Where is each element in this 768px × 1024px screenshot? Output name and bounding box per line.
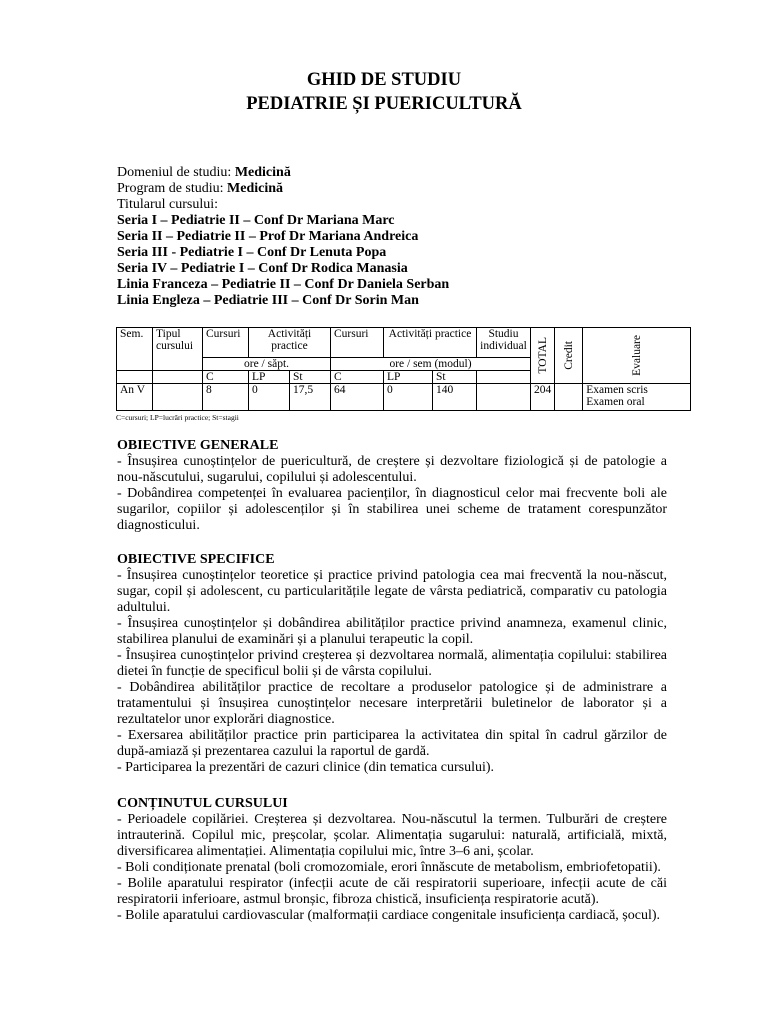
header-total: TOTAL: [536, 337, 549, 374]
cell-lp-2: 0: [384, 384, 433, 411]
section-obiective-generale: [117, 438, 667, 534]
series-line: Seria I – Pediatrie II – Conf Dr Mariana Marc: [117, 213, 395, 228]
cell-tipul: [153, 384, 203, 411]
cell-credit: [555, 384, 583, 411]
section-paragraph: - Dobândirea competenței în evaluarea pacienților, în diagnosticul celor mai frecvente boli ale sugarilor, copiilor și adolescenților și în stabilirea unei scheme de tratament corespunzător diagnosticului.: [117, 486, 667, 533]
section-paragraph: - Exersarea abilităților practice prin participarea la activitatea din spital în cadrul gărzilor de după-amiază și prezentarea cazului la raportul de gardă.: [117, 728, 667, 759]
series-line: Seria IV – Pediatrie I – Conf Dr Rodica Manasia: [117, 261, 408, 276]
header-cursuri-2: Cursuri: [331, 328, 384, 358]
document-subtitle: PEDIATRIE ȘI PUERICULTURĂ: [246, 94, 522, 114]
header-lp-2: LP: [384, 371, 433, 384]
section-paragraph: - Bolile aparatului cardiovascular (malformații cardiace congenitale insuficiența cardiacă, șocul).: [117, 908, 661, 923]
cell-st-2: 140: [433, 384, 477, 411]
domain-value: Medicină: [234, 165, 291, 180]
header-credit: Credit: [562, 341, 575, 370]
section-obiective-specifice: [117, 552, 667, 776]
section-paragraph: - Însușirea cunoștințelor privind creșterea și dezvoltarea normală, alimentația copilului: stabilirea dietei în funcție de specificul bolii și de vârsta copilului.: [117, 648, 667, 679]
cell-c-1: 8: [203, 384, 249, 411]
header-st-2: St: [433, 371, 477, 384]
section-heading: OBIECTIVE GENERALE: [117, 438, 279, 453]
section-heading: CONȚINUTUL CURSULUI: [117, 796, 288, 811]
section-paragraph: - Însușirea cunoștințelor și dobândirea abilităților practice privind anamneza, examenul clinic, stabilirea planului de examinări și a planului terapeutic la copil.: [117, 616, 667, 647]
series-line: Seria III - Pediatrie I – Conf Dr Lenuta Popa: [117, 245, 387, 260]
empty-cell: [477, 371, 531, 384]
header-cursuri-1: Cursuri: [203, 328, 249, 358]
section-paragraph: - Perioadele copilăriei. Creșterea și dezvoltarea. Nou-născutul la termen. Tulburări de creștere intrauterină. Copilul mic, preșcolar, școlar. Alimentația sugarului: naturală, artificială, mixtă, diversificarea alimentației. Alimentația copilului mic, între 3–6 ani, școlar.: [117, 812, 667, 859]
header-tipul: Tipul cursului: [153, 328, 203, 371]
document-title: GHID DE STUDIU: [306, 70, 462, 90]
header-ore-sapt: ore / săpt.: [203, 358, 331, 371]
empty-cell: [117, 371, 153, 384]
program-line: Program de studiu: Medicină: [117, 181, 284, 196]
section-paragraph: - Boli condiționate prenatal (boli cromozomiale, erori înnăscute de metabolism, embriofetopatii).: [117, 860, 661, 875]
series-line: Linia Engleza – Pediatrie III – Conf Dr Sorin Man: [117, 293, 419, 308]
domain-line: Domeniul de studiu: Medicină: [117, 165, 291, 180]
section-paragraph: - Bolile aparatului respirator (infecții acute de căi respiratorii superioare, infecții acute de căi respiratorii inferioare, astmul bronșic, fibroza chistică, insuficiența respiratorie acută).: [117, 876, 667, 907]
cell-evaluare: [583, 384, 691, 411]
header-ore-sem: ore / sem (modul): [331, 358, 531, 371]
evaluare-line: Examen oral: [586, 396, 645, 408]
cell-st-1: 17,5: [290, 384, 331, 411]
header-lp-1: LP: [249, 371, 290, 384]
header-activitati-2: Activități practice: [384, 328, 477, 358]
program-value: Medicină: [227, 181, 284, 196]
cell-sem: An V: [117, 384, 153, 411]
section-paragraph: - Dobândirea abilităților practice de recoltare a produselor patologice și de administrare a tratamentului și însușirea cunoștințelor necesare interpretării buletinelor de laborator și a rezultatelor unor explorări diagnostice.: [117, 680, 667, 727]
section-heading: OBIECTIVE SPECIFICE: [117, 552, 275, 567]
holders-label: Titularul cursului:: [117, 197, 218, 212]
header-evaluare: Evaluare: [630, 335, 643, 376]
header-studiu: Studiu individual: [477, 328, 531, 358]
header-c-1: C: [203, 371, 249, 384]
header-credit-cell: [555, 328, 583, 384]
header-activitati-1: Activități practice: [249, 328, 331, 358]
section-paragraph: - Participarea la prezentări de cazuri clinice (din tematica cursului).: [117, 760, 495, 775]
cell-lp-1: 0: [249, 384, 290, 411]
header-st-1: St: [290, 371, 331, 384]
schedule-table: [116, 327, 691, 411]
table-row: [117, 384, 691, 411]
evaluare-line: Examen scris: [586, 384, 648, 396]
cell-total: 204: [531, 384, 555, 411]
cell-c-2: 64: [331, 384, 384, 411]
header-evaluare-cell: [583, 328, 691, 384]
section-paragraph: - Însușirea cunoștințelor teoretice și practice privind patologia cea mai frecventă la nou-născut, sugar, copil și adolescent, cu particularitățile legate de vârsta pediatrică, comparativ cu patologia adultului.: [117, 568, 667, 615]
cell-studiu: [477, 384, 531, 411]
header-c-2: C: [331, 371, 384, 384]
series-line: Seria II – Pediatrie II – Prof Dr Mariana Andreica: [117, 229, 419, 244]
table-legend: C=cursuri; LP=lucrări practice; St=stagii: [116, 413, 239, 422]
header-sem: Sem.: [117, 328, 153, 371]
course-info: [117, 165, 449, 309]
empty-cell: [153, 371, 203, 384]
header-total-cell: [531, 328, 555, 384]
section-paragraph: - Însușirea cunoștințelor de puericultură, de creștere și dezvoltare fiziologică și de patologie a nou-născutului, sugarului, copilului și adolescentului.: [117, 454, 667, 485]
section-continutul: [117, 796, 667, 924]
series-line: Linia Franceza – Pediatrie II – Conf Dr Daniela Serban: [117, 277, 450, 292]
